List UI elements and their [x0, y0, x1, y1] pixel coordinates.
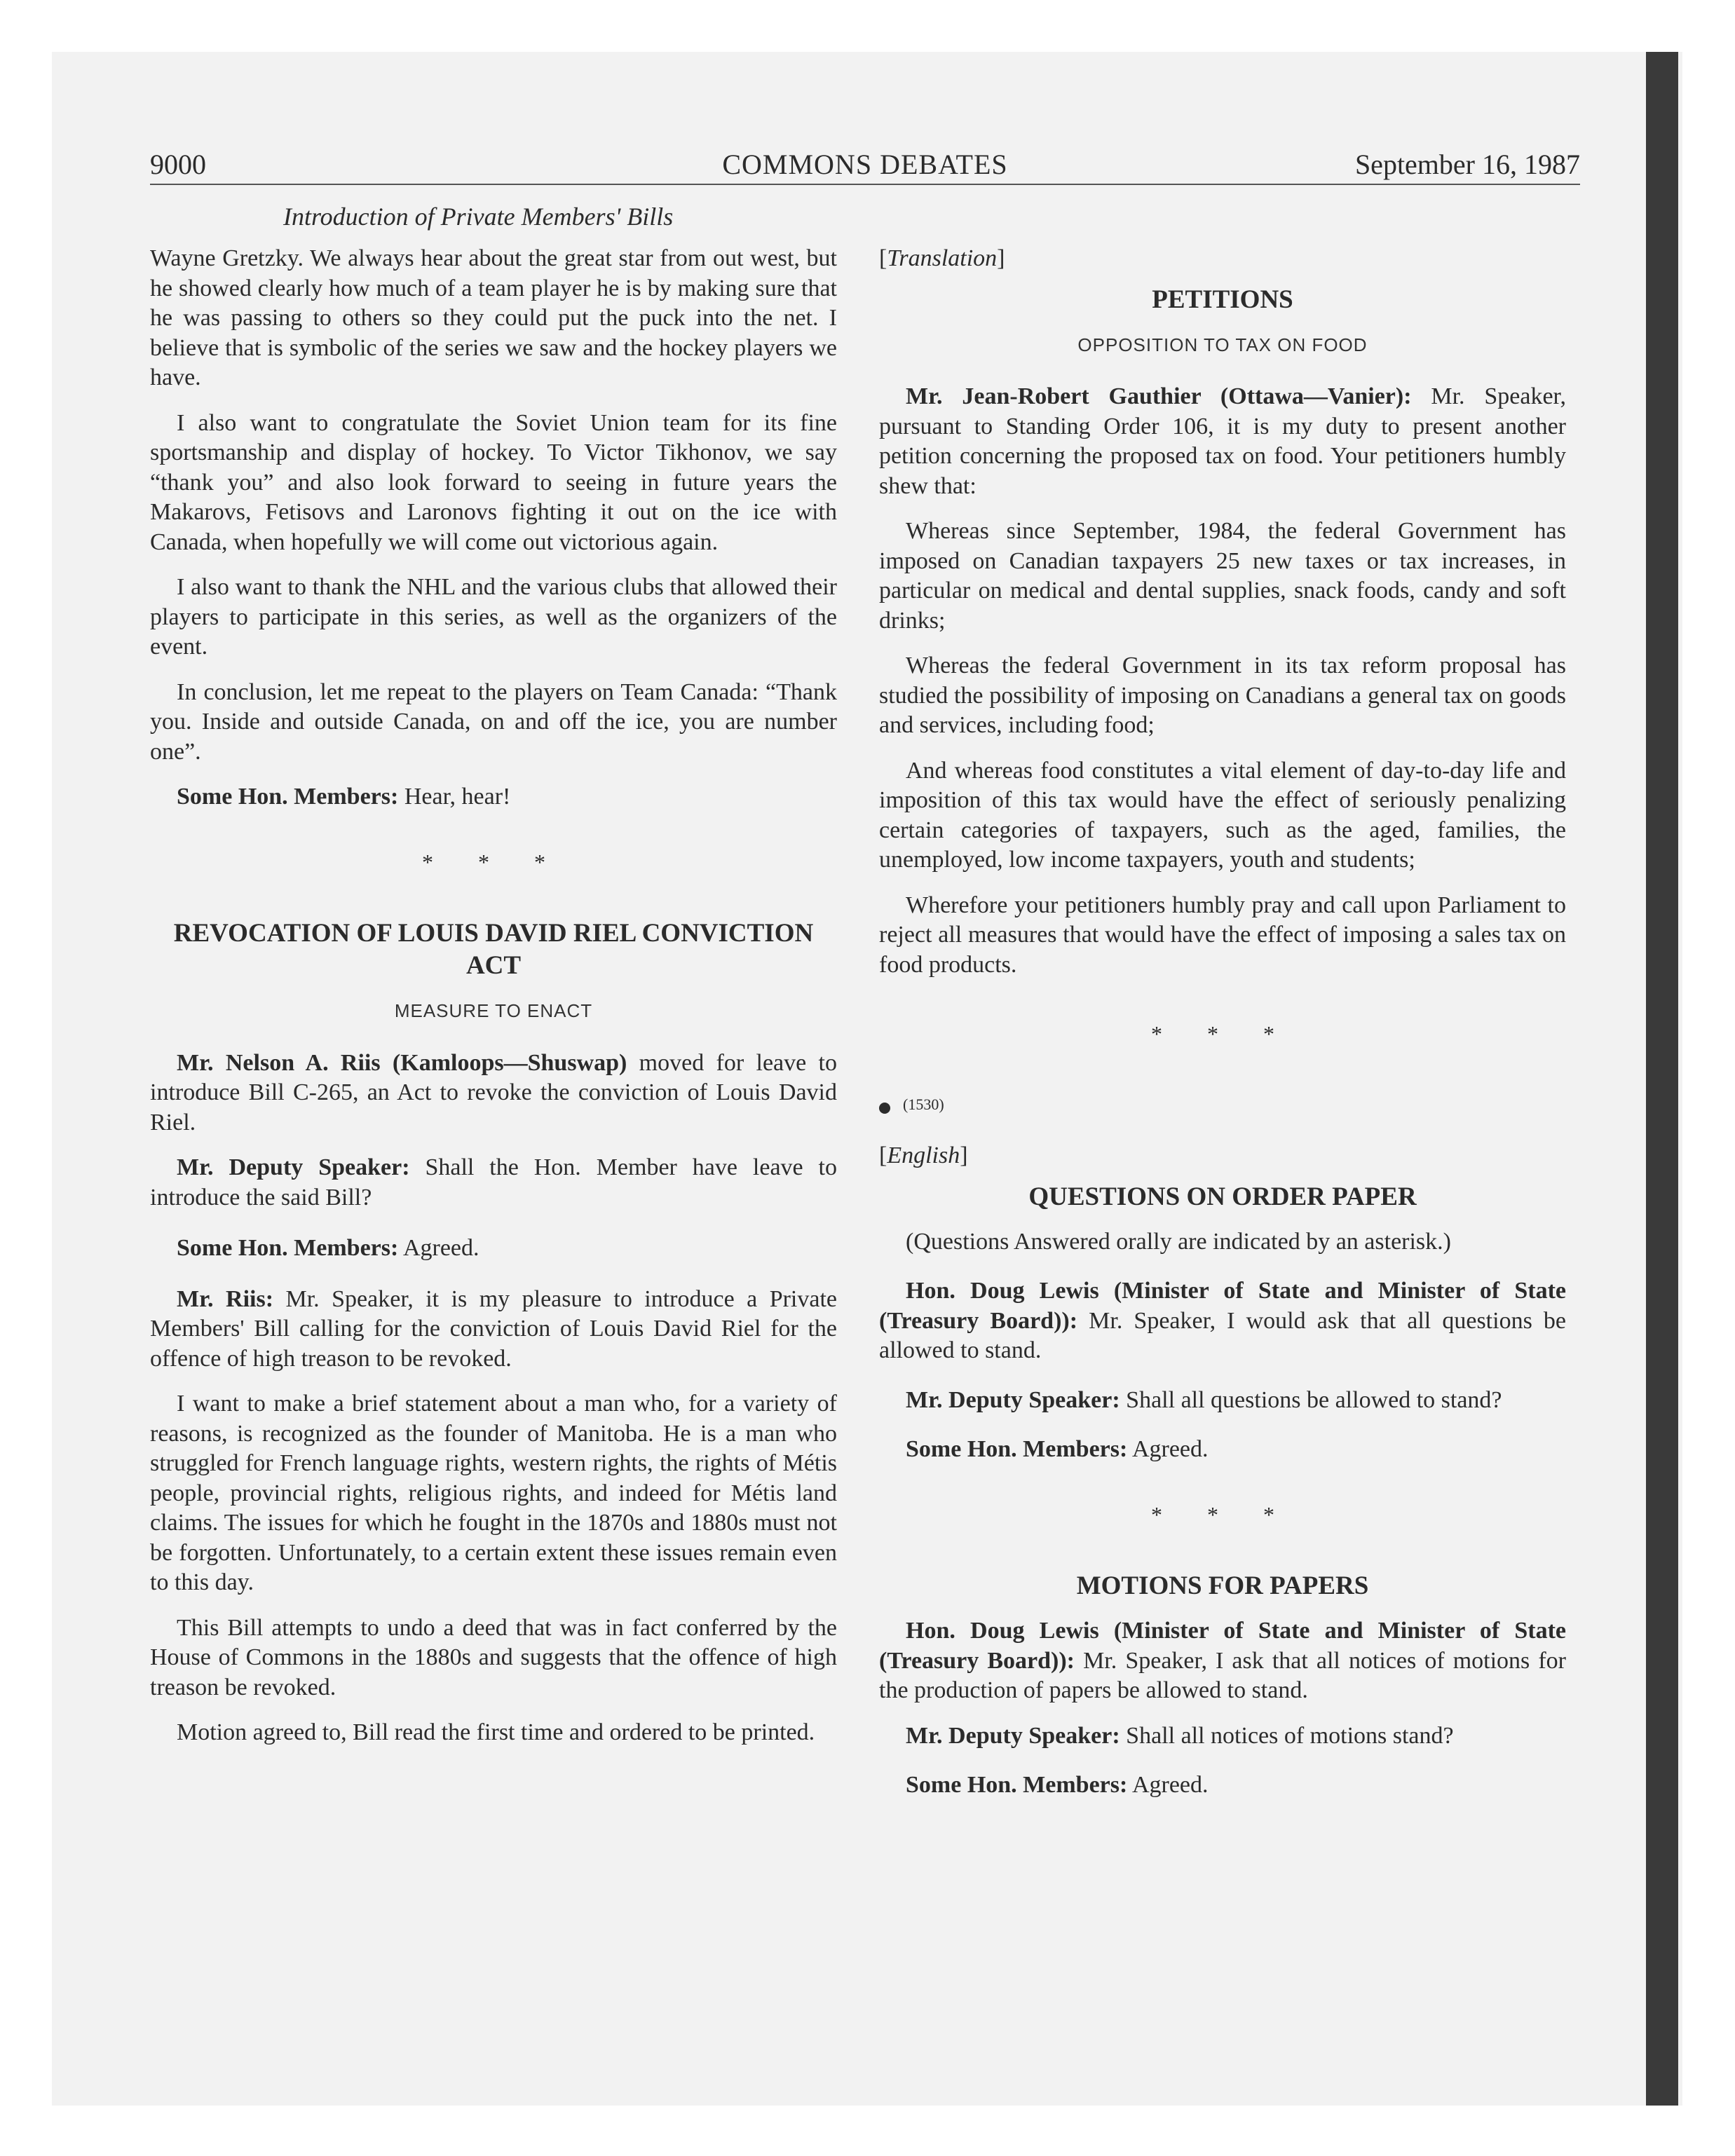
time-label: (1530) [903, 1095, 944, 1113]
speaker-name: Hon. Doug Lewis (Minister of State and Minister of State (Treasury Board)): [879, 1278, 1566, 1334]
paragraph: Whereas since September, 1984, the federal Government has imposed on Canadian taxpayers 25 new taxes or tax increases, in particular on medical and dental supplies, snack foods, candy and soft drinks; [879, 518, 1566, 634]
section-heading: Introduction of Private Members' Bills [283, 203, 674, 231]
speech [879, 1721, 1566, 1752]
right-column [879, 244, 1566, 1816]
time-stamp [879, 1090, 1566, 1122]
issue-date: September 16, 1987 [1354, 149, 1580, 180]
paragraph: Motion agreed to, Bill read the first time and ordered to be printed. [177, 1719, 815, 1745]
motions-heading: MOTIONS FOR PAPERS [1076, 1571, 1369, 1600]
speaker-name: Mr. Deputy Speaker: [177, 1154, 410, 1180]
speech-text: Agreed. [1127, 1772, 1209, 1798]
bill-subheading: MEASURE TO ENACT [394, 1000, 593, 1021]
left-column [150, 244, 837, 1763]
speech [879, 1435, 1566, 1465]
speech [150, 1153, 837, 1213]
section-separator: * * * [1151, 1501, 1294, 1527]
speaker-name: Mr. Riis: [177, 1285, 274, 1312]
paragraph: I also want to congratulate the Soviet Union team for its fine sportsmanship and display of hockey. To Victor Tikhonov, we say “thank you” and also look forward to seeing in future years the Makarovs, Fetisovs and Laronovs fighting it out on the ice with Canada, when hopefully we will come out victorious again. [150, 409, 837, 555]
bill-heading: REVOCATION OF LOUIS DAVID RIEL CONVICTION ACT [173, 919, 814, 980]
paragraph: Whereas the federal Government in its tax reform proposal has studied the possibility of imposing on Canadians a general tax on goods and services, including food; [879, 653, 1566, 738]
speaker-name: Mr. Deputy Speaker: [906, 1722, 1120, 1749]
petitions-heading: PETITIONS [1152, 285, 1293, 314]
document-page [150, 149, 1580, 1798]
speech [879, 1386, 1566, 1416]
language-tag: [Translation] [879, 245, 1005, 271]
speech [150, 1049, 837, 1138]
speech-text: Agreed. [398, 1235, 479, 1261]
speaker-name: Some Hon. Members: [906, 1436, 1128, 1462]
speech-text: Hear, hear! [398, 784, 511, 810]
speech [879, 1616, 1566, 1706]
speaker-name: Mr. Deputy Speaker: [906, 1386, 1120, 1413]
speech-text: Agreed. [1127, 1436, 1209, 1462]
petitions-subheading: OPPOSITION TO TAX ON FOOD [1077, 334, 1368, 355]
language-label: Translation [887, 245, 998, 271]
speaker-name: Some Hon. Members: [177, 784, 399, 810]
speaker-name: Mr. Jean-Robert Gauthier (Ottawa—Vanier): [906, 383, 1412, 409]
paragraph: I also want to thank the NHL and the various clubs that allowed their players to participate in this series, as well as the organizers of the event. [150, 574, 837, 660]
speaker-name: Hon. Doug Lewis (Minister of State and Minister of State (Treasury Board)): [879, 1618, 1566, 1674]
speech [150, 1234, 837, 1264]
speech-text: Shall the Hon. Member have leave to introduce the said Bill? [150, 1154, 837, 1210]
scan-edge-shadow [1646, 52, 1678, 2106]
speech-text: Mr. Speaker, I ask that all notices of motions for the production of papers be allowed to stand. [879, 1647, 1566, 1703]
speech-text: Shall all questions be allowed to stand? [1120, 1386, 1502, 1413]
speaker-name: Some Hon. Members: [177, 1235, 399, 1261]
questions-heading: QUESTIONS ON ORDER PAPER [1028, 1182, 1417, 1211]
running-head [150, 150, 1580, 185]
page-number: 9000 [150, 149, 206, 180]
speech [879, 382, 1566, 501]
bullet-icon [879, 1103, 890, 1114]
paragraph: Wherefore your petitioners humbly pray and call upon Parliament to reject all measures that would have the effect of imposing a sales tax on food products. [879, 892, 1566, 978]
language-tag: [English] [879, 1142, 968, 1168]
section-separator: * * * [1151, 1021, 1294, 1046]
paragraph: And whereas food constitutes a vital element of day-to-day life and imposition of this tax would have the effect of seriously penalizing certain categories of taxpayers, such as the aged, families, the unemployed, low income taxpayers, youth and students; [879, 757, 1566, 873]
speech-text: Mr. Speaker, pursuant to Standing Order 106, it is my duty to present another petition concerning the proposed tax on food. Your petitioners humbly shew that: [879, 383, 1566, 499]
speaker-name: Mr. Nelson A. Riis (Kamloops—Shuswap) [177, 1049, 627, 1076]
paragraph: In conclusion, let me repeat to the players on Team Canada: “Thank you. Inside and outside Canada, on and off the ice, you are number one”. [150, 678, 837, 765]
paragraph: This Bill attempts to undo a deed that was in fact conferred by the House of Commons in the 1880s and suggests that the offence of high treason be revoked. [150, 1614, 837, 1700]
speech-text: Mr. Speaker, it is my pleasure to introduce a Private Members' Bill calling for the conviction of Louis David Riel for the offence of high treason to be revoked. [150, 1285, 837, 1372]
publication-title: COMMONS DEBATES [722, 149, 1008, 180]
paragraph: I want to make a brief statement about a man who, for a variety of reasons, is recognized as the founder of Manitoba. He is a man who struggled for French language rights, western rights, the rights of Métis people, provincial rights, religious rights, and indeed for Métis land claims. The issues for which he fought in the 1870s and 1880s must not be forgotten. Unfortunately, to a certain extent these issues remain even to this day. [150, 1391, 837, 1595]
paragraph: Wayne Gretzky. We always hear about the great star from out west, but he showed clearly how much of a team player he is by making sure that he was passing to others so they could put the puck into the net. I believe that is symbolic of the series we saw and the hockey players we have. [150, 245, 837, 390]
speaker-name: Some Hon. Members: [906, 1772, 1128, 1798]
language-label: English [887, 1142, 960, 1168]
speech [879, 1770, 1566, 1801]
speech [150, 1285, 837, 1374]
speech-text: Shall all notices of motions stand? [1120, 1722, 1454, 1749]
speech [879, 1276, 1566, 1366]
speech-text: moved for leave to introduce Bill C-265, an Act to revoke the conviction of Louis David Riel. [150, 1049, 837, 1135]
paragraph: (Questions Answered orally are indicated by an asterisk.) [906, 1228, 1451, 1255]
speech [150, 782, 837, 812]
speech-text: Mr. Speaker, I would ask that all questions be allowed to stand. [879, 1307, 1566, 1363]
section-separator: * * * [422, 849, 565, 875]
